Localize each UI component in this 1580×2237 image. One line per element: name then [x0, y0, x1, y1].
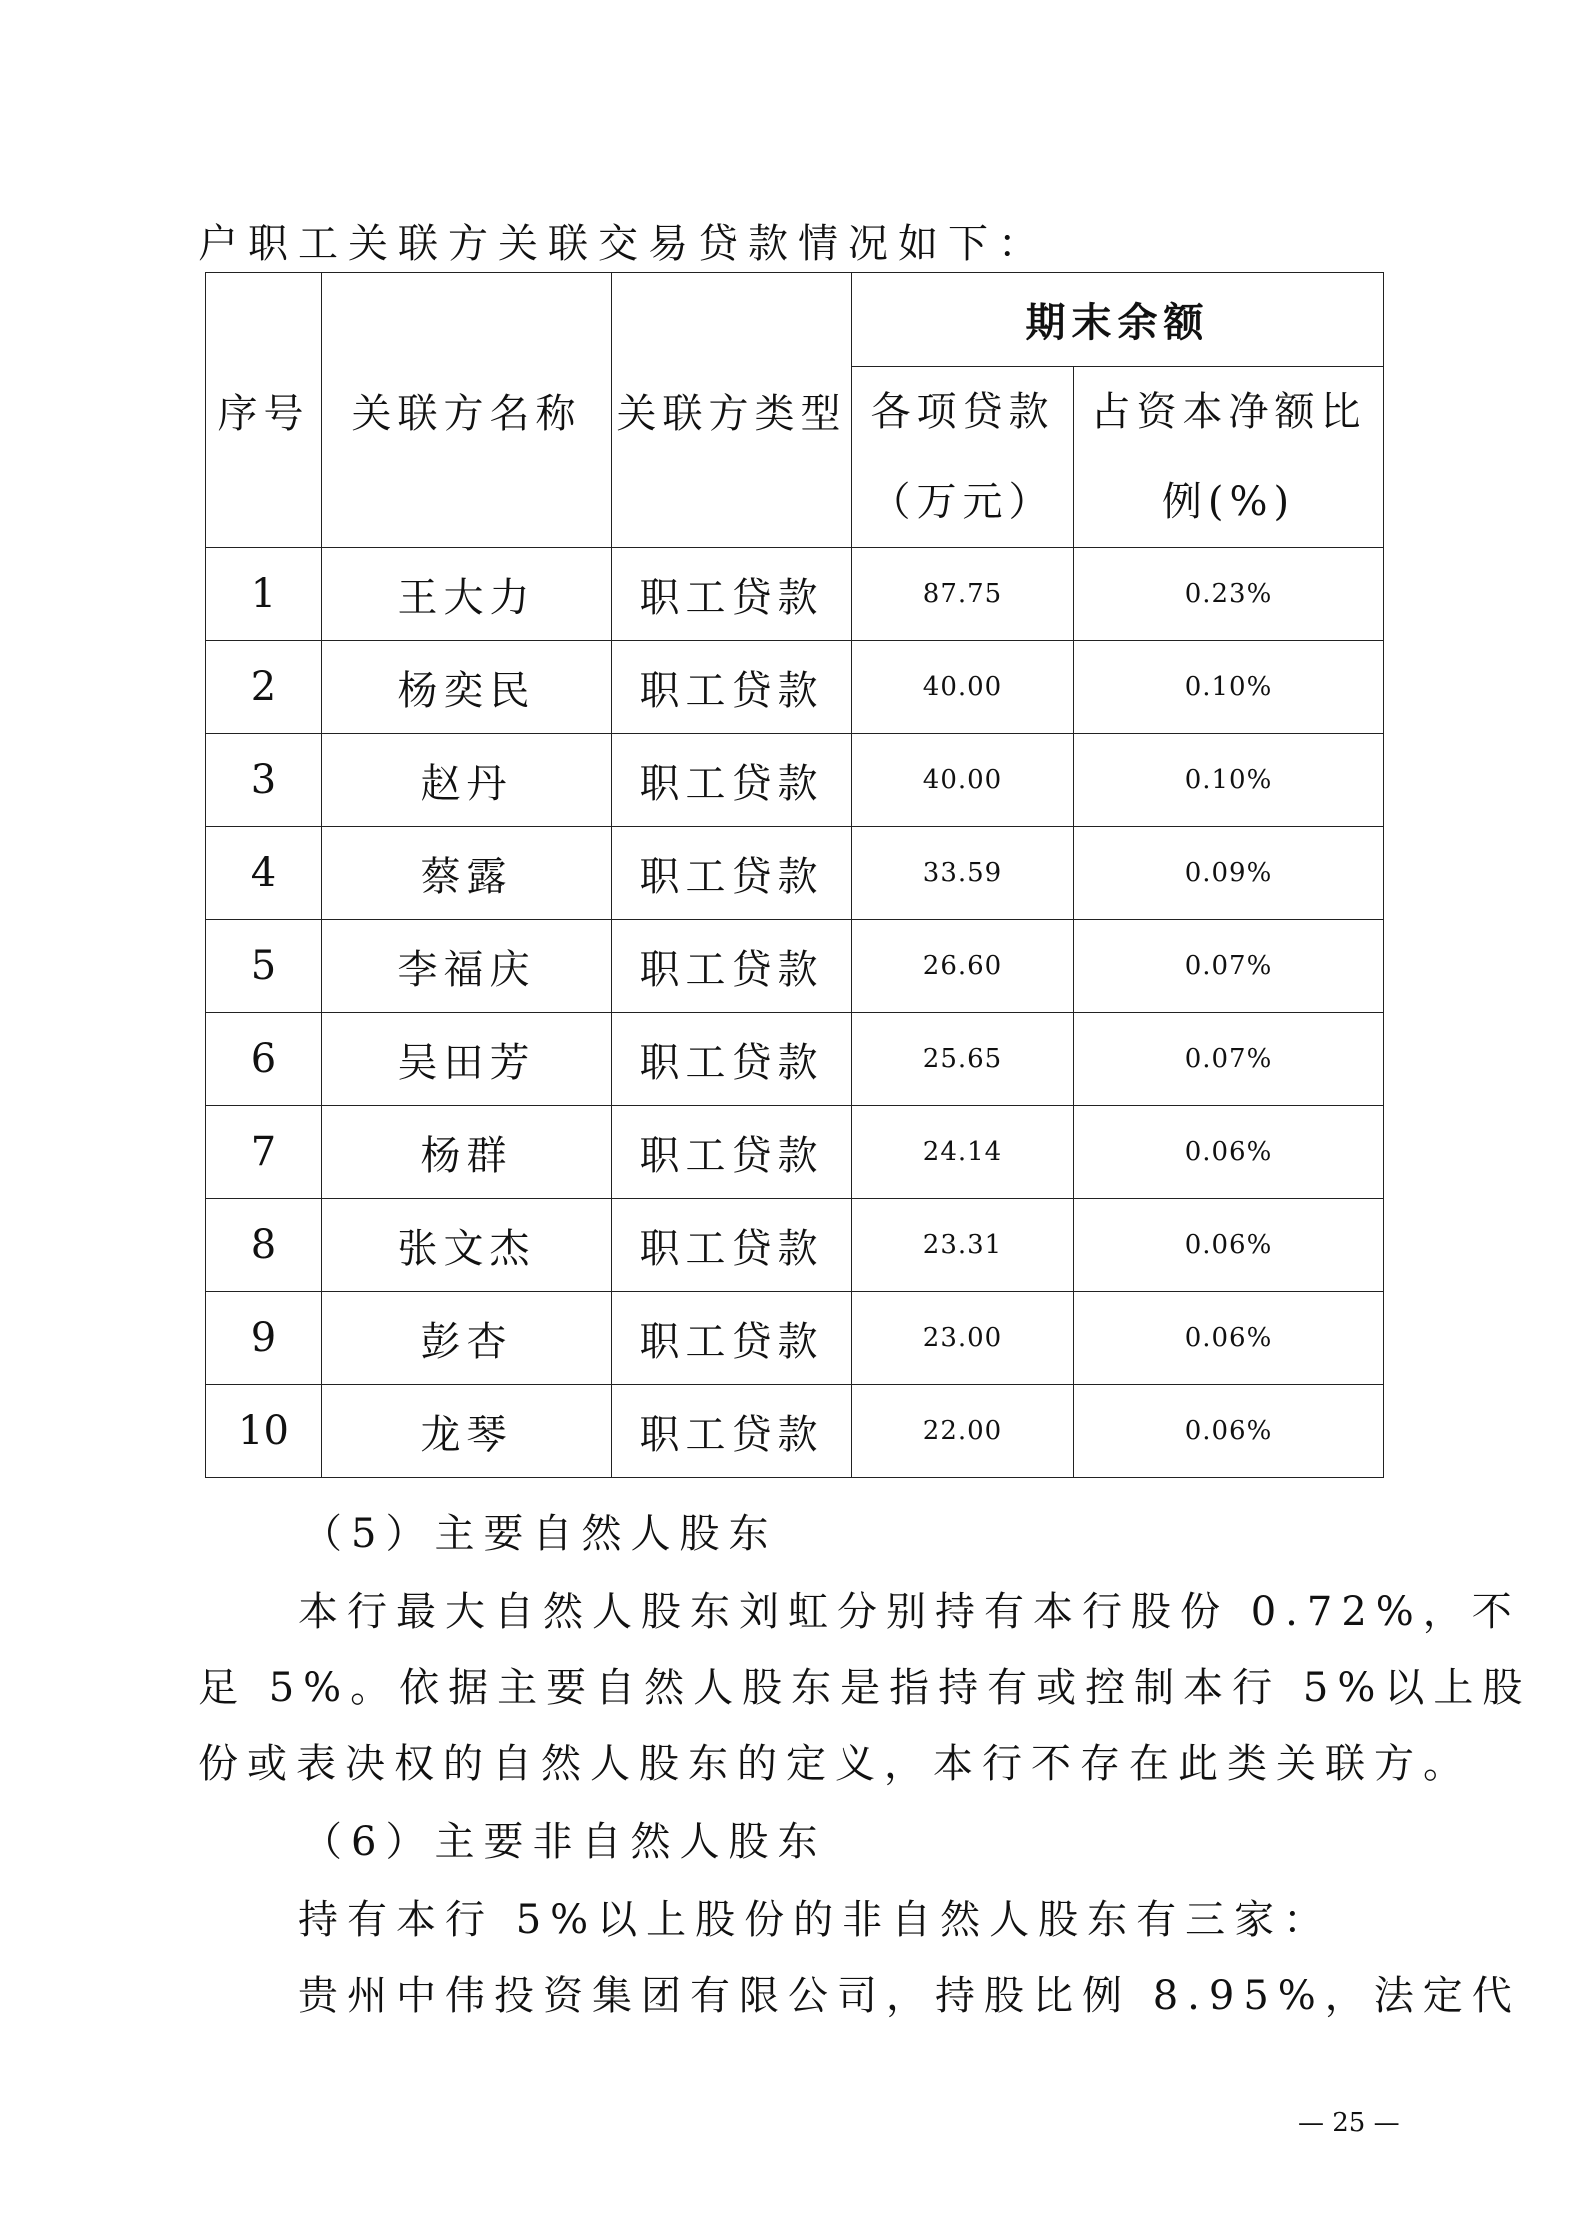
- row-loans: 22.00: [852, 1385, 1074, 1478]
- intro-text: 户职工关联方关联交易贷款情况如下：: [198, 221, 1048, 267]
- row-index: 8: [206, 1199, 322, 1292]
- row-loans: 24.14: [852, 1106, 1074, 1199]
- table-row: [206, 1106, 1384, 1199]
- table-row: [206, 920, 1384, 1013]
- row-name: 吴田芳: [322, 1013, 612, 1106]
- row-loans: 25.65: [852, 1013, 1074, 1106]
- section-heading-6: （6）主要非自然人股东: [302, 1819, 827, 1865]
- row-ratio: 0.06%: [1074, 1106, 1384, 1199]
- row-ratio: 0.07%: [1074, 1013, 1384, 1106]
- row-type: 职工贷款: [612, 641, 852, 734]
- row-name: 杨群: [322, 1106, 612, 1199]
- row-loans: 23.00: [852, 1292, 1074, 1385]
- row-index: 5: [206, 920, 322, 1013]
- paragraph-6-line-2: 贵州中伟投资集团有限公司，持股比例 8.95%，法定代: [298, 1973, 1521, 2019]
- header-ratio-unit: 例(%): [1161, 479, 1296, 525]
- row-ratio: 0.06%: [1074, 1292, 1384, 1385]
- header-index: 序号: [206, 273, 322, 548]
- table-row: [206, 1385, 1384, 1478]
- header-name: 关联方名称: [322, 273, 612, 548]
- row-type: 职工贷款: [612, 1106, 852, 1199]
- row-loans: 23.31: [852, 1199, 1074, 1292]
- row-ratio: 0.23%: [1074, 548, 1384, 641]
- header-closing-balance: 期末余额: [852, 273, 1384, 367]
- row-loans: 33.59: [852, 827, 1074, 920]
- table-row: [206, 1013, 1384, 1106]
- row-name: 蔡露: [322, 827, 612, 920]
- row-index: 2: [206, 641, 322, 734]
- row-index: 3: [206, 734, 322, 827]
- related-party-loan-table: [205, 272, 1384, 1478]
- row-type: 职工贷款: [612, 1385, 852, 1478]
- header-loans: [852, 367, 1074, 548]
- table-row: [206, 1292, 1384, 1385]
- header-ratio: [1074, 367, 1384, 548]
- row-index: 4: [206, 827, 322, 920]
- header-ratio-label: 占资本净额比: [1090, 389, 1367, 435]
- section-heading-5: （5）主要自然人股东: [302, 1511, 778, 1557]
- paragraph-5-line-3: 份或表决权的自然人股东的定义，本行不存在此类关联方。: [198, 1741, 1472, 1787]
- page-number: — 25 —: [1298, 2108, 1400, 2138]
- row-type: 职工贷款: [612, 734, 852, 827]
- row-ratio: 0.10%: [1074, 734, 1384, 827]
- row-type: 职工贷款: [612, 827, 852, 920]
- row-ratio: 0.10%: [1074, 641, 1384, 734]
- row-name: 王大力: [322, 548, 612, 641]
- row-loans: 26.60: [852, 920, 1074, 1013]
- paragraph-5-line-1: 本行最大自然人股东刘虹分别持有本行股份 0.72%，不: [298, 1589, 1521, 1635]
- table-row: [206, 734, 1384, 827]
- header-loans-unit: （万元）: [870, 479, 1055, 525]
- row-name: 李福庆: [322, 920, 612, 1013]
- row-type: 职工贷款: [612, 548, 852, 641]
- row-ratio: 0.09%: [1074, 827, 1384, 920]
- row-type: 职工贷款: [612, 1292, 852, 1385]
- row-ratio: 0.07%: [1074, 920, 1384, 1013]
- paragraph-6-line-1: 持有本行 5%以上股份的非自然人股东有三家：: [298, 1897, 1333, 1943]
- row-index: 1: [206, 548, 322, 641]
- row-name: 彭杏: [322, 1292, 612, 1385]
- row-index: 6: [206, 1013, 322, 1106]
- table-row: [206, 827, 1384, 920]
- header-loans-label: 各项贷款: [870, 389, 1055, 435]
- row-ratio: 0.06%: [1074, 1199, 1384, 1292]
- row-ratio: 0.06%: [1074, 1385, 1384, 1478]
- row-name: 赵丹: [322, 734, 612, 827]
- table-row: [206, 1199, 1384, 1292]
- paragraph-5-line-2: 足 5%。依据主要自然人股东是指持有或控制本行 5%以上股: [198, 1665, 1532, 1711]
- row-type: 职工贷款: [612, 1013, 852, 1106]
- row-type: 职工贷款: [612, 1199, 852, 1292]
- row-index: 9: [206, 1292, 322, 1385]
- row-name: 张文杰: [322, 1199, 612, 1292]
- row-index: 7: [206, 1106, 322, 1199]
- row-loans: 87.75: [852, 548, 1074, 641]
- row-loans: 40.00: [852, 734, 1074, 827]
- row-name: 杨奕民: [322, 641, 612, 734]
- header-type: 关联方类型: [612, 273, 852, 548]
- row-name: 龙琴: [322, 1385, 612, 1478]
- row-loans: 40.00: [852, 641, 1074, 734]
- row-type: 职工贷款: [612, 920, 852, 1013]
- row-index: 10: [206, 1385, 322, 1478]
- table-row: [206, 641, 1384, 734]
- table-row: [206, 548, 1384, 641]
